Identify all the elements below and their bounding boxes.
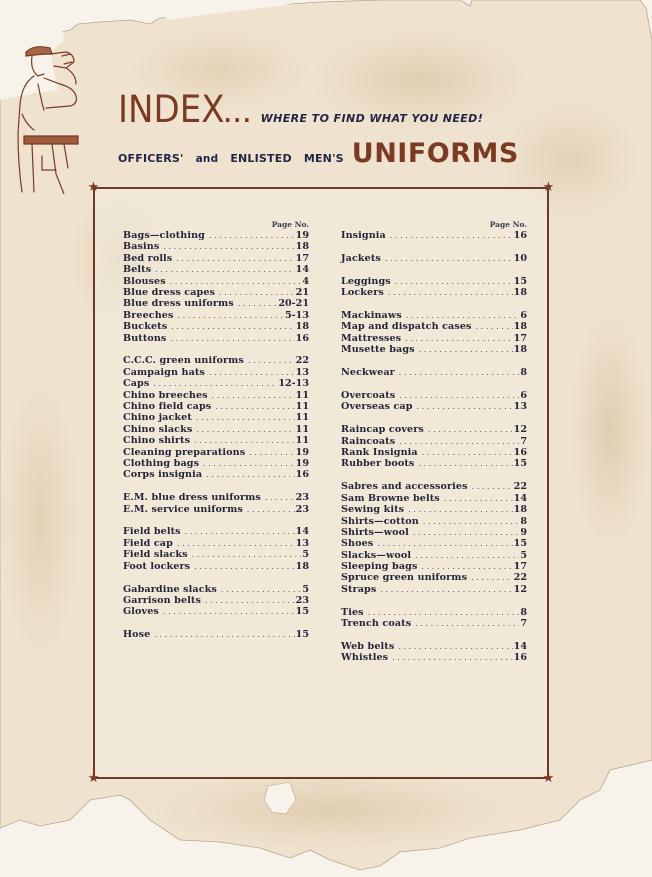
entry-page-number: 15 [513, 275, 527, 287]
dot-leader [155, 264, 294, 275]
entry-name: Mattresses [341, 332, 402, 344]
dot-leader [399, 390, 519, 401]
dot-leader [418, 458, 512, 469]
index-entry [341, 401, 527, 412]
entry-name: Basins [123, 241, 160, 253]
index-entry [341, 607, 527, 618]
entry-page-number: 8 [520, 606, 527, 618]
entry-page-number: 13 [295, 537, 309, 549]
index-entry [123, 549, 309, 560]
index-entry [341, 333, 527, 344]
title-line-index [118, 88, 538, 134]
index-entry [341, 390, 527, 401]
dot-leader [413, 527, 519, 538]
entry-name: Chino slacks [123, 423, 193, 435]
index-entry [341, 458, 527, 469]
section-spacer [341, 241, 527, 253]
enlisted-label: ENLISTED [230, 152, 292, 165]
entry-name: Rank Insignia [341, 447, 418, 459]
entry-name: Mackinaws [341, 310, 402, 322]
entry-name: Map and dispatch cases [341, 321, 472, 333]
index-entry [123, 230, 309, 241]
entry-page-number: 7 [520, 618, 527, 630]
entry-page-number: 9 [520, 526, 527, 538]
dot-leader [205, 595, 295, 606]
dot-leader [248, 355, 295, 366]
entry-page-number: 18 [295, 321, 309, 333]
entry-page-number: 12 [513, 424, 527, 436]
entry-name: Foot lockers [123, 560, 191, 572]
entry-page-number: 4 [302, 275, 309, 287]
entry-page-number: 5 [520, 549, 527, 561]
dot-leader [170, 276, 302, 287]
entry-name: Gabardine slacks [123, 583, 217, 595]
index-entry [123, 595, 309, 606]
entry-name: Whistles [341, 652, 389, 664]
entry-page-number: 21 [295, 286, 309, 298]
index-title-block [118, 88, 538, 169]
dot-leader [476, 321, 513, 332]
entry-name: Slacks—wool [341, 549, 412, 561]
dot-leader [154, 629, 294, 640]
dot-leader [178, 310, 284, 321]
dot-leader [171, 321, 294, 332]
index-entry [123, 390, 309, 401]
index-entry [123, 264, 309, 275]
index-entry [341, 652, 527, 663]
entry-name: Campaign hats [123, 366, 205, 378]
entry-page-number: 8 [520, 367, 527, 379]
entry-name: Sleeping bags [341, 561, 418, 573]
dot-leader [203, 458, 295, 469]
dot-leader [219, 287, 295, 298]
entry-name: Musette bags [341, 344, 415, 356]
dot-leader [422, 447, 513, 458]
entry-name: Breeches [123, 309, 174, 321]
index-entry [123, 310, 309, 321]
entry-page-number: 18 [295, 241, 309, 253]
entry-name: Clothing bags [123, 457, 200, 469]
index-entry [123, 287, 309, 298]
entry-page-number: 15 [295, 629, 309, 641]
section-spacer [341, 630, 527, 642]
index-entry [123, 321, 309, 332]
index-entry [341, 618, 527, 629]
entry-page-number: 11 [295, 423, 309, 435]
index-entry [123, 584, 309, 595]
index-entry [123, 469, 309, 480]
index-entry [123, 241, 309, 252]
entry-page-number: 13 [295, 366, 309, 378]
entry-name: Caps [123, 378, 150, 390]
entry-page-number: 6 [520, 310, 527, 322]
entry-page-number: 11 [295, 389, 309, 401]
and-label: and [195, 153, 219, 165]
index-entry [341, 550, 527, 561]
officers-label: OFFICERS' [118, 152, 184, 165]
dot-leader [209, 367, 295, 378]
entry-name: Field belts [123, 526, 181, 538]
entry-name: Raincoats [341, 435, 396, 447]
entry-name: Buttons [123, 332, 167, 344]
index-entry [341, 344, 527, 355]
entry-name: Spruce green uniforms [341, 572, 468, 584]
entry-page-number: 11 [295, 400, 309, 412]
entry-name: Straps [341, 583, 377, 595]
entry-page-number: 14 [513, 492, 527, 504]
index-entry [341, 436, 527, 447]
entry-name: Rubber boots [341, 458, 415, 470]
index-entry [123, 458, 309, 469]
index-entry [123, 606, 309, 617]
section-spacer [123, 481, 309, 493]
dot-leader [390, 230, 513, 241]
dot-leader [206, 469, 294, 480]
entry-name: Blouses [123, 275, 166, 287]
index-entry [341, 572, 527, 583]
index-entry [123, 561, 309, 572]
dot-leader [419, 344, 513, 355]
dot-leader [170, 333, 294, 344]
entry-page-number: 19 [295, 230, 309, 241]
entry-name: Chino shirts [123, 435, 191, 447]
entry-page-number: 14 [513, 641, 527, 653]
dot-leader [472, 481, 513, 492]
entry-name: Jackets [341, 252, 381, 264]
dot-leader [385, 253, 513, 264]
dot-leader [209, 230, 295, 241]
entry-name: Bed rolls [123, 252, 173, 264]
index-entry [123, 401, 309, 412]
dot-leader [417, 401, 513, 412]
dot-leader [192, 549, 302, 560]
dot-leader [444, 493, 513, 504]
dot-leader [177, 538, 295, 549]
uniforms-heading: UNIFORMS [351, 138, 519, 169]
entry-page-number: 15 [295, 606, 309, 618]
section-spacer [123, 344, 309, 356]
index-entry [123, 424, 309, 435]
entry-name: Field slacks [123, 549, 188, 561]
dot-leader [249, 447, 294, 458]
entry-name: Cleaning preparations [123, 446, 246, 458]
index-entry [341, 287, 527, 298]
entry-page-number: 17 [513, 332, 527, 344]
entry-page-number: 5 [302, 549, 309, 561]
title-line-uniforms [118, 138, 538, 169]
index-heading: INDEX [118, 88, 225, 131]
entry-page-number: 13 [513, 401, 527, 413]
entry-page-number: 19 [295, 446, 309, 458]
entry-name: Sam Browne belts [341, 492, 440, 504]
entry-name: Raincap covers [341, 424, 424, 436]
section-spacer [123, 572, 309, 584]
entry-page-number: 10 [513, 252, 527, 264]
index-entry [341, 561, 527, 572]
dot-leader [395, 276, 513, 287]
index-entry [123, 629, 309, 640]
entry-name: Garrison belts [123, 594, 201, 606]
entry-page-number: 8 [520, 515, 527, 527]
entry-page-number: 23 [295, 594, 309, 606]
entry-name: Hose [123, 629, 151, 641]
index-entry [123, 435, 309, 446]
index-entry [341, 527, 527, 538]
index-entry [341, 367, 527, 378]
index-entry [341, 538, 527, 549]
page-no-header: Page No. [489, 220, 527, 229]
dot-leader [163, 241, 294, 252]
entry-page-number: 12 [513, 583, 527, 595]
dot-leader [377, 538, 512, 549]
index-entry [123, 492, 309, 503]
entry-name: Gloves [123, 606, 159, 618]
entry-name: Field cap [123, 537, 173, 549]
entry-page-number: 22 [513, 572, 527, 584]
dot-leader [163, 606, 295, 617]
page-no-header: Page No. [271, 220, 309, 229]
entry-page-number: 18 [513, 287, 527, 299]
section-spacer [123, 618, 309, 630]
entry-name: Lockers [341, 287, 384, 299]
entry-name: Blue dress uniforms [123, 298, 234, 310]
entry-name: Insignia [341, 230, 386, 241]
dot-leader [399, 367, 520, 378]
entry-page-number: 17 [513, 561, 527, 573]
section-spacer [123, 515, 309, 527]
entry-name: Shirts—cotton [341, 515, 419, 527]
index-entry [341, 321, 527, 332]
star-icon: ★ [542, 771, 555, 786]
entry-page-number: 12-13 [278, 378, 309, 390]
index-entry [123, 333, 309, 344]
dot-leader [194, 561, 294, 572]
section-spacer [341, 356, 527, 368]
section-spacer [341, 299, 527, 311]
dot-leader [398, 641, 512, 652]
dot-leader [415, 550, 519, 561]
dot-leader [196, 424, 294, 435]
entry-name: Blue dress capes [123, 286, 216, 298]
index-entry [123, 412, 309, 423]
index-entry [123, 538, 309, 549]
entry-page-number: 23 [295, 503, 309, 515]
entry-name: Leggings [341, 275, 391, 287]
entry-page-number: 11 [295, 412, 309, 424]
dot-leader [392, 652, 512, 663]
index-entry [341, 276, 527, 287]
index-entry [123, 298, 309, 309]
entry-page-number: 11 [295, 435, 309, 447]
dot-leader [471, 572, 513, 583]
entry-page-number: 16 [513, 447, 527, 459]
dot-leader [265, 492, 295, 503]
dot-leader [194, 435, 295, 446]
entry-name: C.C.C. green uniforms [123, 355, 244, 367]
entry-page-number: 19 [295, 457, 309, 469]
dot-leader [368, 607, 520, 618]
index-entry [341, 253, 527, 264]
entry-page-number: 23 [295, 492, 309, 504]
entry-page-number: 14 [295, 526, 309, 538]
dot-leader [153, 378, 277, 389]
entry-page-number: 5 [302, 583, 309, 595]
entry-name: Chino jacket [123, 412, 192, 424]
soldier-with-binoculars-illustration [4, 44, 84, 194]
entry-page-number: 22 [513, 481, 527, 493]
entry-name: Chino breeches [123, 389, 208, 401]
entry-page-number: 7 [520, 435, 527, 447]
index-entry [341, 516, 527, 527]
entry-page-number: 5-13 [284, 309, 309, 321]
index-entry [341, 424, 527, 435]
section-spacer [341, 470, 527, 482]
index-entry [123, 253, 309, 264]
dot-leader [388, 287, 513, 298]
dot-leader [380, 584, 512, 595]
dot-leader [247, 504, 295, 515]
index-entry [341, 447, 527, 458]
dot-leader [196, 412, 295, 423]
entry-name: Neckwear [341, 367, 395, 379]
entry-name: Overcoats [341, 390, 396, 402]
entry-page-number: 20-21 [278, 298, 309, 310]
entry-name: Belts [123, 264, 152, 276]
index-entry [123, 378, 309, 389]
index-entry [123, 355, 309, 366]
star-icon: ★ [542, 180, 555, 195]
entry-page-number: 18 [513, 504, 527, 516]
index-entry [341, 230, 527, 241]
index-entry [341, 493, 527, 504]
section-spacer [341, 379, 527, 391]
index-left-column [123, 220, 309, 641]
index-right-column [341, 220, 527, 664]
entry-name: Bags—clothing [123, 230, 205, 241]
index-subtitle: WHERE TO FIND WHAT YOU NEED! [260, 112, 484, 125]
entry-name: Chino field caps [123, 400, 212, 412]
entry-name: E.M. blue dress uniforms [123, 492, 261, 504]
entry-page-number: 18 [513, 344, 527, 356]
dot-leader [428, 424, 513, 435]
entry-name: Sabres and accessories [341, 481, 468, 493]
entry-page-number: 18 [513, 321, 527, 333]
index-entry [341, 310, 527, 321]
dot-leader [176, 253, 294, 264]
entry-name: E.M. service uniforms [123, 503, 243, 515]
index-entry [123, 367, 309, 378]
index-entry [123, 447, 309, 458]
entry-page-number: 15 [513, 538, 527, 550]
dot-leader [423, 516, 520, 527]
index-entry [341, 504, 527, 515]
entry-page-number: 14 [295, 264, 309, 276]
index-entry [123, 504, 309, 515]
dot-leader [215, 401, 294, 412]
entry-name: Shoes [341, 538, 374, 550]
dot-leader [406, 310, 520, 321]
entry-name: Overseas cap [341, 401, 413, 413]
dot-leader [399, 436, 519, 447]
section-spacer [341, 264, 527, 276]
dot-leader [415, 618, 519, 629]
entry-name: Buckets [123, 321, 168, 333]
index-entry [341, 641, 527, 652]
dot-leader [408, 504, 512, 515]
entry-page-number: 17 [295, 252, 309, 264]
index-entry [123, 276, 309, 287]
star-icon: ★ [87, 771, 100, 786]
entry-page-number: 18 [295, 560, 309, 572]
entry-page-number: 6 [520, 390, 527, 402]
entry-page-number: 16 [295, 469, 309, 481]
entry-page-number: 22 [295, 355, 309, 367]
star-icon: ★ [87, 180, 100, 195]
dot-leader [238, 298, 278, 309]
entry-page-number: 16 [513, 230, 527, 241]
entry-page-number: 15 [513, 458, 527, 470]
entry-name: Shirts—wool [341, 526, 409, 538]
dot-leader [405, 333, 512, 344]
dot-leader [212, 390, 295, 401]
entry-page-number: 16 [295, 332, 309, 344]
section-spacer [341, 595, 527, 607]
entry-name: Corps insignia [123, 469, 203, 481]
index-entry [341, 481, 527, 492]
entry-page-number: 16 [513, 652, 527, 664]
mens-label: MEN'S [303, 152, 344, 165]
index-entry [341, 584, 527, 595]
dot-leader [422, 561, 513, 572]
dot-leader [221, 584, 301, 595]
entry-name: Sewing kits [341, 504, 405, 516]
entry-name: Ties [341, 606, 364, 618]
dot-leader [185, 526, 295, 537]
title-ellipsis: ... [223, 103, 253, 127]
entry-name: Trench coats [341, 618, 412, 630]
entry-name: Web belts [341, 641, 395, 653]
index-entry [123, 526, 309, 537]
section-spacer [341, 413, 527, 425]
